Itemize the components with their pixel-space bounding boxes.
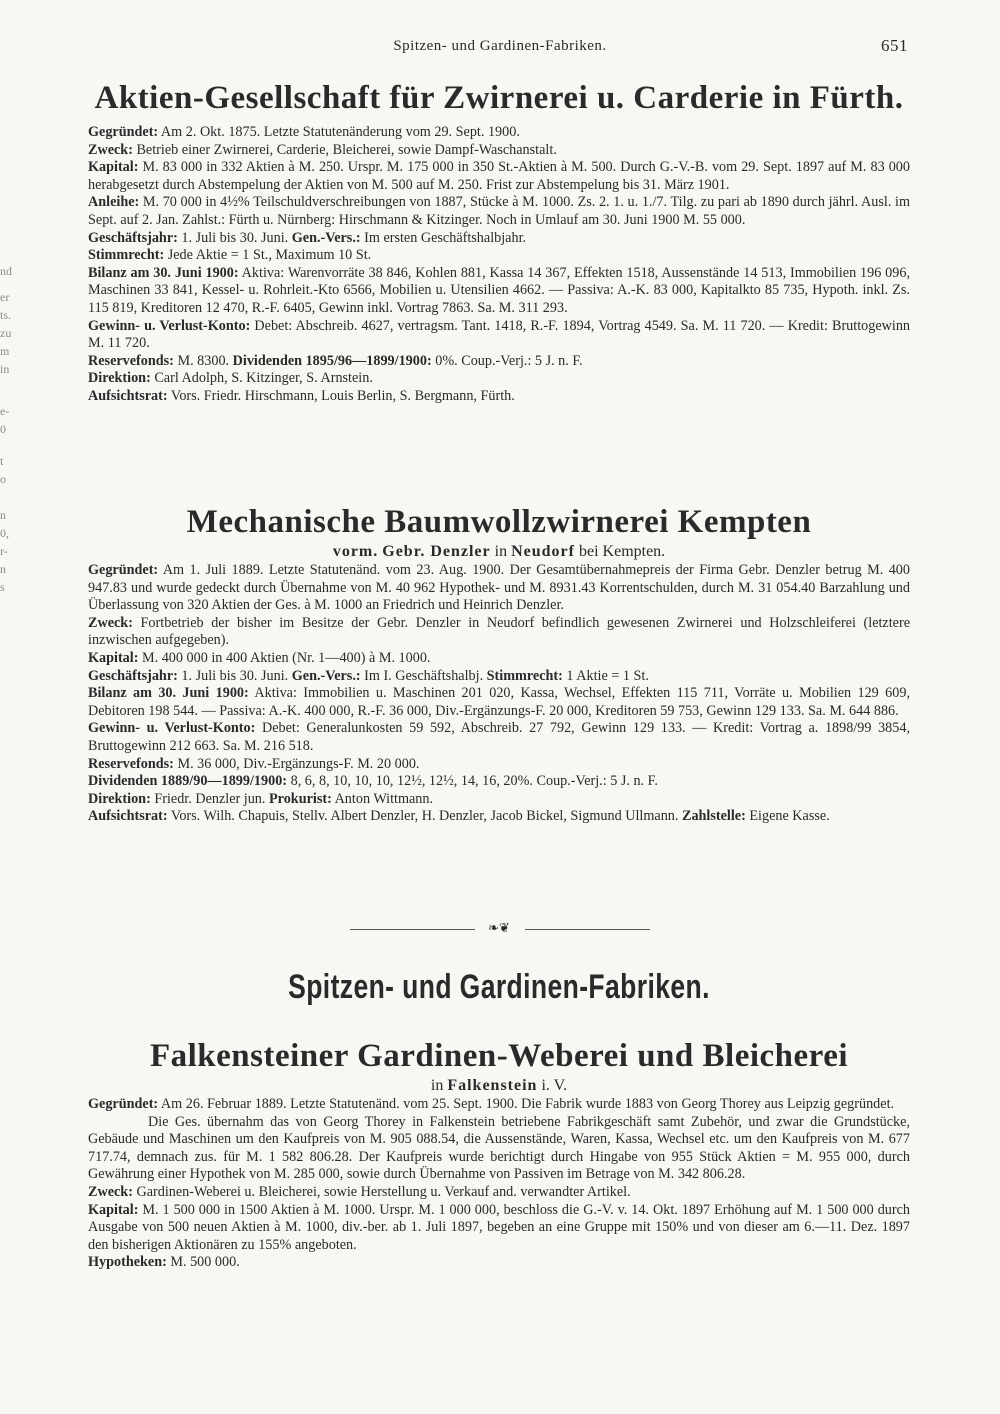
company-subtitle bbox=[88, 542, 910, 562]
field-label: Dividenden 1895/96—1899/1900: bbox=[232, 352, 432, 369]
subtitle-place: Neudorf bbox=[511, 543, 575, 560]
subtitle-in: in bbox=[430, 1077, 444, 1094]
field-label: Kapital: bbox=[88, 159, 139, 176]
margin-fragment: e- bbox=[0, 404, 10, 418]
field-zweck bbox=[88, 615, 910, 650]
field-kapital bbox=[88, 159, 910, 194]
company-subtitle bbox=[88, 1076, 910, 1096]
history-paragraph: Die Ges. übernahm das von Georg Thorey in Falkenstein betriebene Fabrikgeschäft samt Zubehör, und zwar die Grundstücke, Gebäude und Maschinen um den Kaufpreis von M. 905 088.54, die Aussenstände, Waren, Kassa, Wechsel etc. um den Kaufpreis von M. 677 717.74, demnach zus. für M. 1 582 806.28. Der Kaufpreis wurde berichtigt durch Hingabe von 955 Stück Aktien = M. 955 000, durch Gewährung einer Hypothek von M. 285 000, sowie durch Übernahme von Passiven im Betrage von M. 342 806.28. bbox=[88, 1113, 910, 1183]
field-text: 1 Aktie = 1 St. bbox=[566, 667, 649, 684]
field-reservefonds bbox=[88, 756, 910, 774]
field-text: Carl Adolph, S. Kitzinger, S. Arnstein. bbox=[154, 370, 373, 387]
field-text: M. 83 000 in 332 Aktien à M. 250. Urspr. M. 175 000 in 350 St.-Aktien à M. 500. Durch G.-V.-B. vom 29. Sept. 1897 auf M. 83 000 herabgesetzt durch Abstempelung der Aktien von M. 500 auf M. 250. Frist zur Abstempelung bis 31. März 1901. bbox=[88, 159, 910, 193]
field-zweck bbox=[88, 1184, 910, 1202]
field-label: Hypotheken: bbox=[88, 1254, 167, 1271]
company-title: Mechanische Baumwollzwirnerei Kempten bbox=[186, 504, 812, 540]
field-text: Debet: Abschreib. 4627, vertragsm. Tant. 1418, R.-F. 1894, Vortrag 4549. Sa. M. 11 720. — Kredit: Bruttogewinn M. 11 720. bbox=[88, 317, 911, 352]
field-bilanz bbox=[88, 265, 910, 318]
field-text: Gardinen-Weberei u. Bleicherei, sowie Herstellung u. Verkauf and. verwandter Artikel. bbox=[136, 1183, 631, 1200]
margin-fragment: zu bbox=[0, 326, 12, 340]
margin-fragment: in bbox=[0, 362, 10, 376]
field-text: Fortbetrieb der bisher im Besitze der Gebr. Denzler in Neudorf befindlich gewesenen Zwirnerei und Holzschleiferei (letztere inzwischen aufgegeben). bbox=[88, 614, 910, 649]
field-text: 1. Juli bis 30. Juni. bbox=[181, 667, 289, 684]
field-text: Aktiva: Warenvorräte 38 846, Kohlen 881, Kassa 14 367, Effekten 1518, Aussenstände 14 513, Immobilien 196 096, Maschinen 33 841, Kessel- u. Rohrleit.-Kto 6566, Mobilien u. Utensilien 4662. — Passiva: A.-K. 83 000, Kapitalkto 85 735, Hypoth. inkl. Zs. 115 819, Kreditoren 12 470, R.-F. 6405, Gewinn inkl. Vortrag 7863. Sa. M. 311 293. bbox=[88, 264, 910, 316]
field-label: Bilanz am 30. Juni 1900: bbox=[88, 685, 249, 702]
divider-ornament-icon: ❧❦ bbox=[488, 920, 510, 935]
field-geschaeftsjahr bbox=[88, 668, 910, 686]
left-margin-bleed-through bbox=[0, 255, 24, 603]
field-label: Geschäftsjahr: bbox=[88, 667, 178, 684]
field-bilanz bbox=[88, 685, 910, 720]
subtitle-in: in bbox=[494, 543, 508, 560]
field-label: Dividenden 1889/90—1899/1900: bbox=[88, 773, 288, 790]
field-text: M. 70 000 in 4½% Teilschuldverschreibungen von 1887, Stücke à M. 1000. Zs. 2. 1. u. 1./7. Tilg. zu pari ab 1890 durch jährl. Ausl. im Sept. auf 2. Jan. Zahlst.: Fürth u. Nürnberg: Hirschmann & Kitzinger. Noch in Umlauf am 30. Juni 1900 M. 55 000. bbox=[88, 194, 910, 228]
field-text: Vors. Friedr. Hirschmann, Louis Berlin, S. Bergmann, Fürth. bbox=[170, 387, 515, 404]
field-label: Anleihe: bbox=[88, 194, 140, 211]
margin-fragment: n bbox=[0, 562, 6, 576]
field-label: Kapital: bbox=[88, 1201, 139, 1218]
entry-falkensteiner-gardinen bbox=[88, 1036, 910, 1272]
field-text: Vors. Wilh. Chapuis, Stellv. Albert Denzler, H. Denzler, Jacob Bickel, Sigmund Ullmann. bbox=[170, 808, 679, 825]
divider-rule bbox=[525, 929, 650, 930]
field-label: Direktion: bbox=[88, 790, 151, 807]
field-stimmrecht bbox=[88, 247, 910, 265]
field-label: Aufsichtsrat: bbox=[88, 387, 168, 404]
field-label: Kapital: bbox=[88, 649, 139, 666]
field-direktion bbox=[88, 791, 910, 809]
field-label: Bilanz am 30. Juni 1900: bbox=[88, 264, 239, 281]
margin-fragment: t bbox=[0, 454, 4, 468]
field-label: Prokurist: bbox=[269, 790, 332, 807]
field-anleihe bbox=[88, 194, 910, 229]
field-label: Aufsichtsrat: bbox=[88, 808, 168, 825]
margin-fragment: nd bbox=[0, 264, 12, 278]
field-label: Reservefonds: bbox=[88, 352, 174, 369]
running-title: Spitzen- und Gardinen-Fabriken. bbox=[393, 38, 607, 54]
divider-rule bbox=[350, 929, 475, 930]
subtitle-suffix: bei Kempten. bbox=[578, 543, 666, 560]
page-number: 651 bbox=[881, 36, 908, 55]
field-kapital bbox=[88, 650, 910, 668]
field-text: Friedr. Denzler jun. bbox=[154, 790, 266, 807]
field-text: Im I. Geschäftshalbj. bbox=[364, 667, 484, 684]
subtitle-suffix: i. V. bbox=[541, 1077, 568, 1094]
field-label: Gegründet: bbox=[88, 124, 159, 140]
field-dividenden bbox=[88, 773, 910, 791]
field-text: Am 26. Februar 1889. Letzte Statutenänd. vom 25. Sept. 1900. Die Fabrik wurde 1883 von Georg Thorey aus Leipzig gegründet. bbox=[160, 1096, 895, 1112]
field-text: M. 500 000. bbox=[170, 1254, 240, 1271]
margin-fragment: m bbox=[0, 344, 10, 358]
field-gewinn-verlust bbox=[88, 318, 910, 353]
subtitle-place: Falkenstein bbox=[447, 1077, 538, 1094]
field-direktion bbox=[88, 370, 910, 388]
field-label: Gewinn- u. Verlust-Konto: bbox=[88, 317, 251, 334]
subtitle-prefix: vorm. bbox=[332, 543, 379, 560]
field-label: Geschäftsjahr: bbox=[88, 229, 178, 246]
field-label: Gen.-Vers.: bbox=[291, 667, 361, 684]
field-text: Am 1. Juli 1889. Letzte Statutenänd. vom 23. Aug. 1900. Der Gesamtübernahmepreis der Firma Gebr. Denzler betrug M. 400 947.83 und wurde gedeckt durch Übernahme von M. 40 962 Hypothek- und M. 8931.43 Korrentschulden, durch M. 31 054.40 Barzahlung und Überlassung von 320 Aktien der Ges. à M. 1000 an Friedrich und Heinrich Denzler. bbox=[88, 562, 910, 614]
field-hypotheken bbox=[88, 1254, 910, 1272]
company-title: Aktien-Gesellschaft für Zwirnerei u. Carderie in Fürth. bbox=[94, 80, 904, 116]
field-label: Gegründet: bbox=[88, 1096, 159, 1112]
field-text: Betrieb einer Zwirnerei, Carderie, Bleicherei, sowie Dampf-Waschanstalt. bbox=[136, 141, 557, 158]
field-label: Reservefonds: bbox=[88, 755, 174, 772]
entry-aktien-gesellschaft-fuerth bbox=[88, 78, 910, 406]
field-label: Direktion: bbox=[88, 370, 151, 387]
margin-fragment: ts. bbox=[0, 308, 12, 322]
section-heading: Spitzen- und Gardinen-Fabriken. bbox=[288, 968, 710, 1006]
margin-fragment: r- bbox=[0, 544, 8, 558]
field-text: M. 1 500 000 in 1500 Aktien à M. 1000. Urspr. M. 1 000 000, beschloss die G.-V. v. 14. Okt. 1897 Erhöhung auf M. 1 500 000 durch Ausgabe von 500 neuen Aktien à M. 1000, div.-ber. ab 1. Juli 1897, begeben an eine Gruppe mit 150% und von dieser am 6.—11. Dez. 1897 den bisherigen Aktionären zu 155% angeboten. bbox=[88, 1201, 910, 1253]
field-label: Stimmrecht: bbox=[486, 667, 563, 684]
field-text: 8, 6, 8, 10, 10, 10, 12½, 12½, 14, 16, 20%. Coup.-Verj.: 5 J. n. F. bbox=[290, 773, 658, 790]
entry-baumwollzwirnerei-kempten bbox=[88, 502, 910, 826]
field-text: Anton Wittmann. bbox=[334, 790, 434, 807]
margin-fragment: s bbox=[0, 580, 5, 594]
field-text: M. 36 000, Div.-Ergänzungs-F. M. 20 000. bbox=[177, 755, 420, 772]
field-label: Zweck: bbox=[88, 1183, 133, 1200]
field-label: Zahlstelle: bbox=[681, 808, 746, 825]
field-text: M. 8300. bbox=[177, 352, 230, 369]
field-text: Eigene Kasse. bbox=[749, 808, 830, 825]
field-text: Debet: Generalunkosten 59 592, Abschreib. 27 792, Gewinn 129 133. — Kredit: Vortrag a. 1898/99 3854, Bruttogewinn 212 663. Sa. M. 216 518. bbox=[88, 720, 910, 754]
field-gegruendet bbox=[88, 562, 910, 615]
field-reservefonds bbox=[88, 353, 910, 371]
field-text: Jede Aktie = 1 St., Maximum 10 St. bbox=[167, 247, 372, 264]
field-text: Am 2. Okt. 1875. Letzte Statutenänderung vom 29. Sept. 1900. bbox=[160, 124, 520, 140]
field-label: Gen.-Vers.: bbox=[291, 229, 361, 246]
field-label: Gewinn- u. Verlust-Konto: bbox=[88, 720, 256, 737]
company-title: Falkensteiner Gardinen-Weberei und Bleicherei bbox=[149, 1038, 849, 1074]
margin-fragment: o bbox=[0, 472, 6, 486]
field-gegruendet bbox=[88, 1096, 910, 1114]
section-divider bbox=[350, 920, 650, 935]
field-label: Gegründet: bbox=[88, 562, 159, 578]
field-kapital bbox=[88, 1202, 910, 1255]
field-text: M. 400 000 in 400 Aktien (Nr. 1—400) à M. 1000. bbox=[142, 649, 431, 666]
margin-fragment: 0 bbox=[0, 422, 6, 436]
subtitle-firm: Gebr. Denzler bbox=[382, 543, 491, 560]
field-gewinn-verlust bbox=[88, 720, 910, 755]
field-text: Im ersten Geschäftshalbjahr. bbox=[364, 229, 527, 246]
field-gegruendet bbox=[88, 124, 910, 142]
field-geschaeftsjahr bbox=[88, 230, 910, 248]
field-aufsichtsrat bbox=[88, 388, 910, 406]
field-label: Stimmrecht: bbox=[88, 247, 165, 264]
field-label: Zweck: bbox=[88, 614, 133, 631]
running-head bbox=[90, 38, 910, 58]
field-text: Aktiva: Immobilien u. Maschinen 201 020, Kassa, Wechsel, Effekten 115 711, Vorräte u. Mobilien 129 609, Debitoren 198 544. — Passiva: A.-K. 400 000, R.-F. 36 000, Div.-Ergänzungs-F. 20 000, Kreditoren 59 753, Gewinn 129 133. Sa. M. 644 886. bbox=[88, 685, 910, 719]
field-aufsichtsrat bbox=[88, 808, 910, 826]
field-text: 0%. Coup.-Verj.: 5 J. n. F. bbox=[435, 352, 583, 369]
margin-fragment: 0, bbox=[0, 526, 9, 540]
margin-fragment: n bbox=[0, 508, 6, 522]
margin-fragment: er bbox=[0, 290, 10, 304]
field-zweck bbox=[88, 142, 910, 160]
field-text: 1. Juli bis 30. Juni. bbox=[181, 229, 289, 246]
field-label: Zweck: bbox=[88, 141, 133, 158]
